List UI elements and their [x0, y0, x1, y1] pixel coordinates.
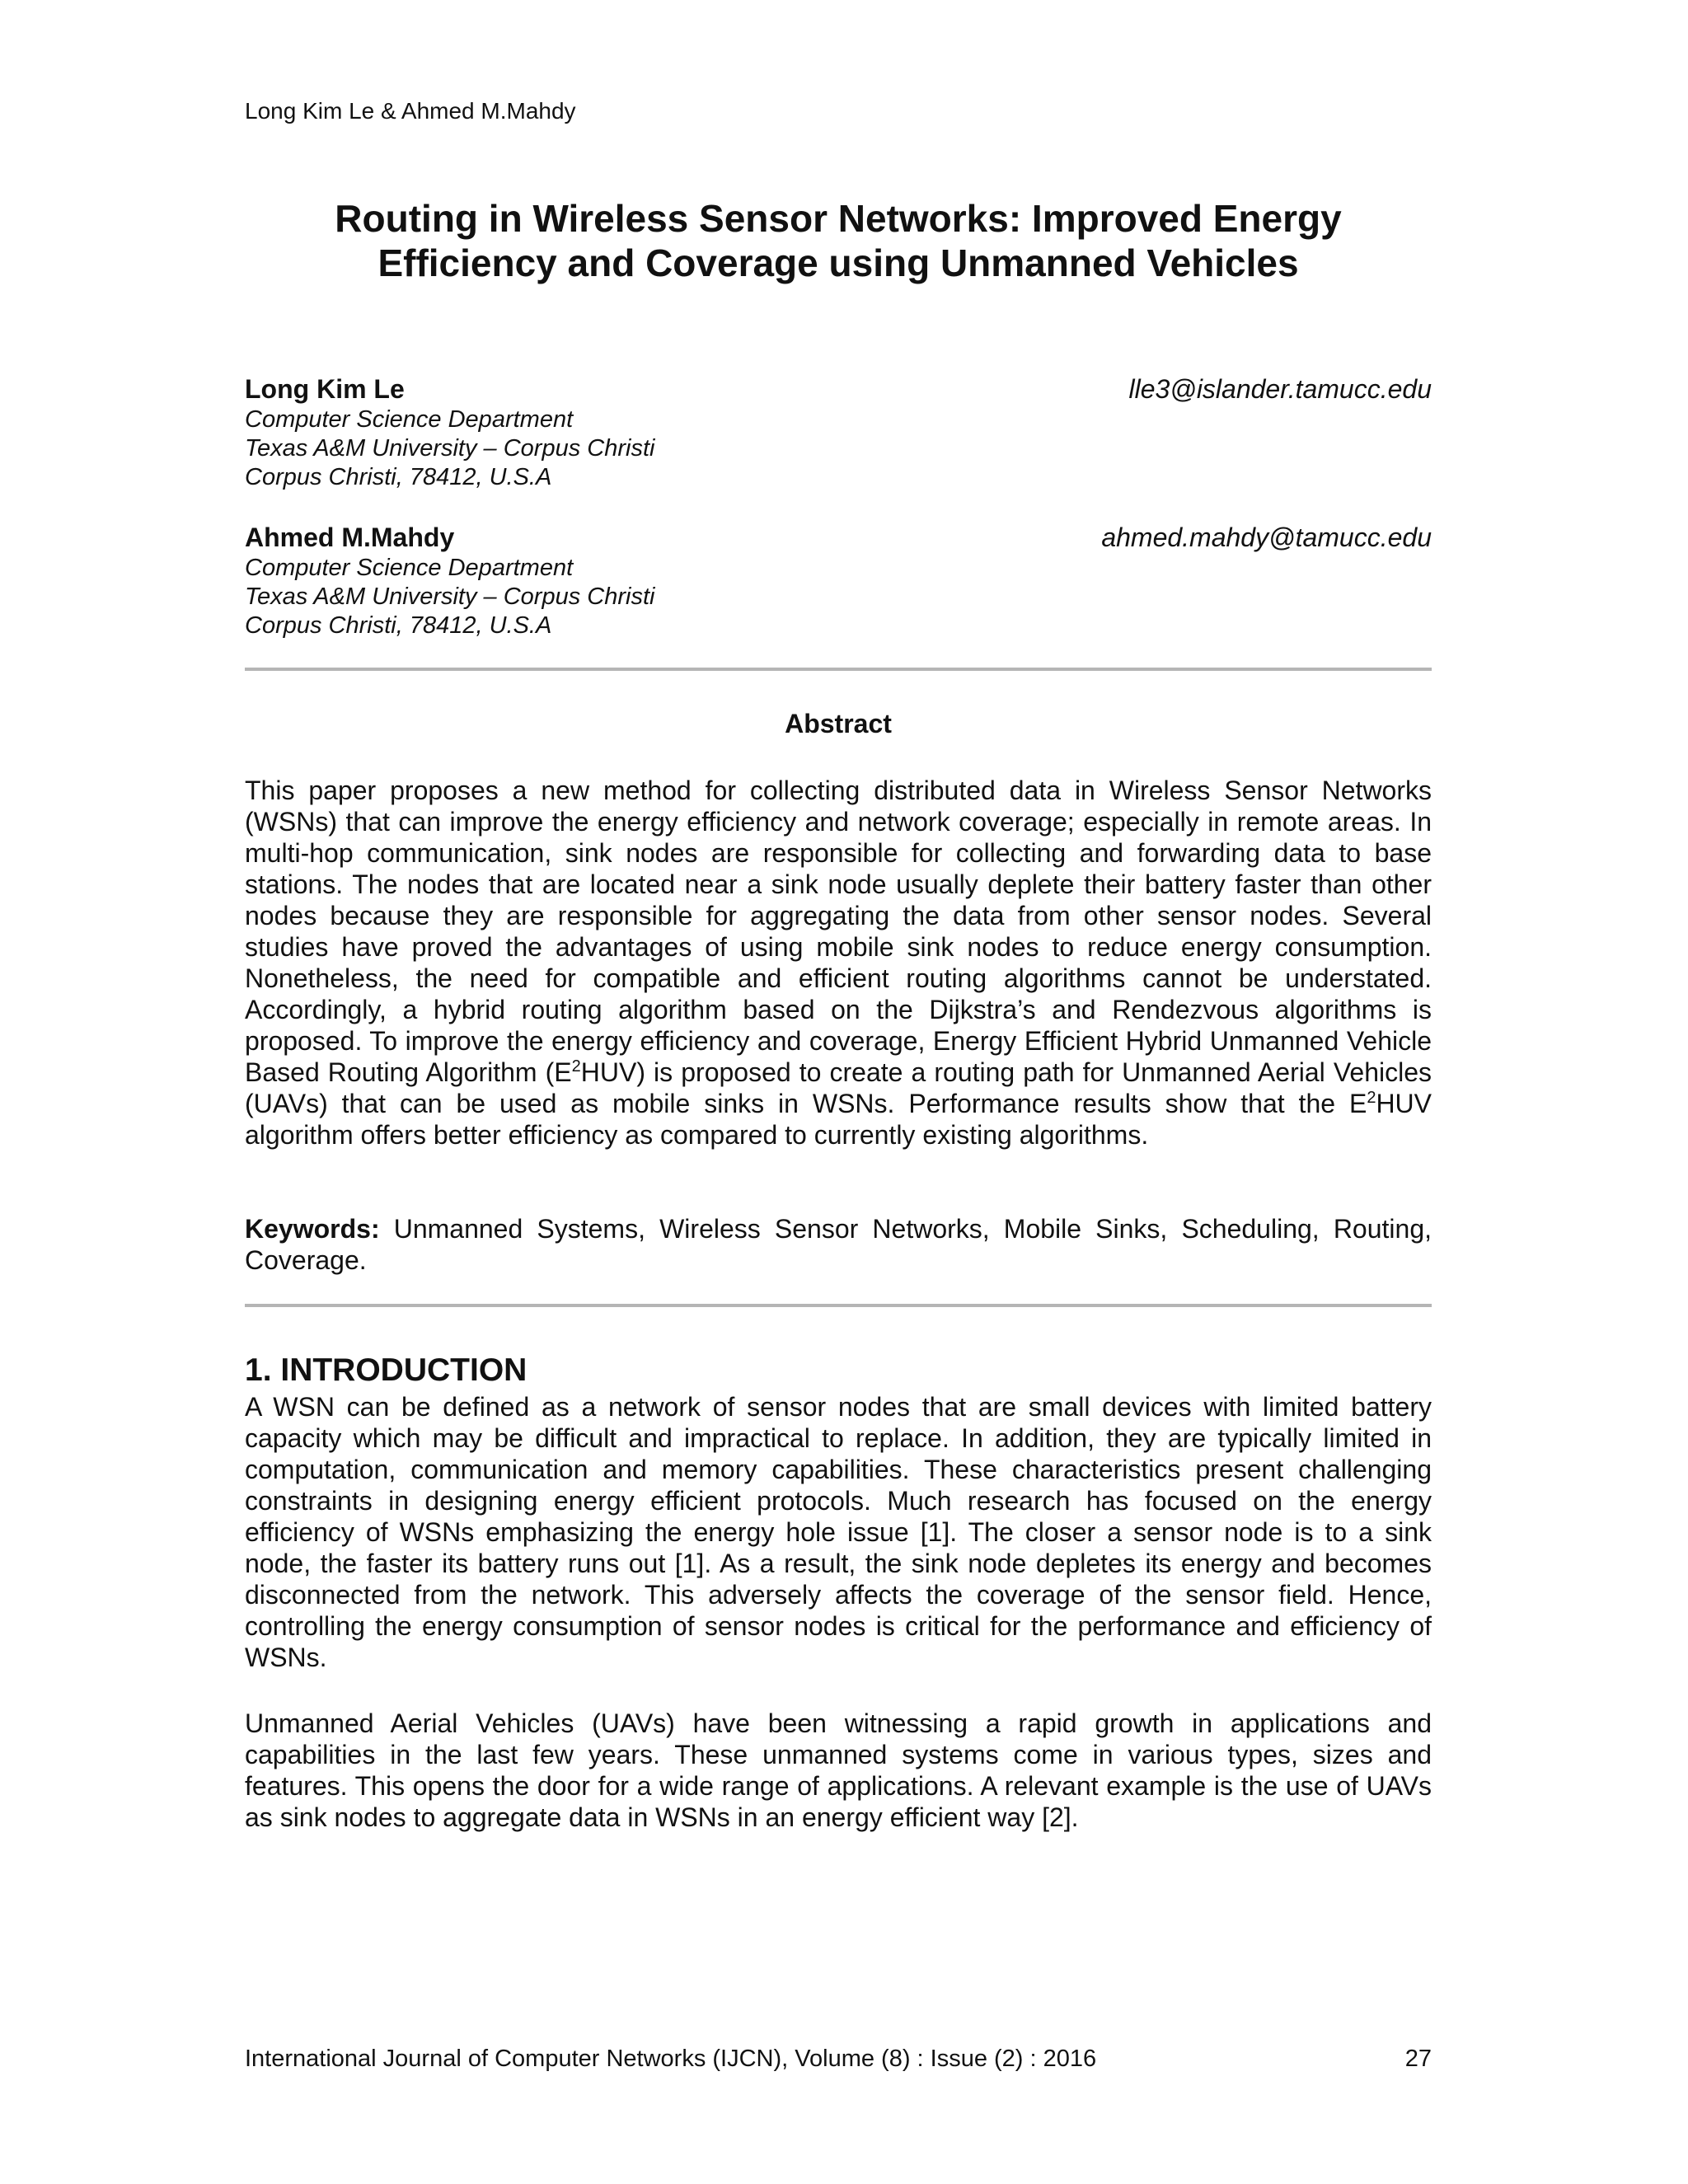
author-address: Corpus Christi, 78412, U.S.A: [245, 612, 552, 639]
title-line-1: Routing in Wireless Sensor Networks: Improved Energy: [335, 197, 1342, 240]
author-university: Texas A&M University – Corpus Christi: [245, 583, 655, 610]
author-address: Corpus Christi, 78412, U.S.A: [245, 464, 552, 490]
section-divider: [245, 1304, 1432, 1307]
abstract-heading: Abstract: [785, 709, 892, 738]
paper-title: [245, 196, 1432, 285]
author-email: lle3@islander.tamucc.edu: [1128, 374, 1432, 404]
introduction-paragraph-2: Unmanned Aerial Vehicles (UAVs) have been witnessing a rapid growth in applications and capabilities in the last few years. These unmanned systems come in various types, sizes and features. This opens the door for a wide range of applications. A relevant example is the use of UAVs as sink nodes to aggregate data in WSNs in an energy efficient way [2].: [245, 1708, 1432, 1832]
abstract-text-part: HUV) is proposed to create a routing path for Unmanned Aerial Vehicles (UAVs) that can be used as mobile sinks in WSNs. Performance results show that the E: [245, 1057, 1432, 1118]
superscript: 2: [571, 1057, 581, 1076]
introduction-paragraph-1: A WSN can be defined as a network of sensor nodes that are small devices with limited battery capacity which may be difficult and impractical to replace. In addition, they are typically limited in computation, communication and memory capabilities. These characteristics present challenging constraints in designing energy efficient protocols. Much research has focused on the energy efficiency of WSNs emphasizing the energy hole issue [1]. The closer a sensor node is to a sink node, the faster its battery runs out [1]. As a result, the sink node depletes its energy and becomes disconnected from the network. This adversely affects the coverage of the sensor field. Hence, controlling the energy consumption of sensor nodes is critical for the performance and efficiency of WSNs.: [245, 1392, 1432, 1672]
author-block-1: [245, 373, 1432, 492]
section-heading-introduction: 1. INTRODUCTION: [245, 1352, 528, 1388]
keywords: [245, 1213, 1432, 1276]
journal-citation: International Journal of Computer Networks (IJCN), Volume (8) : Issue (2) : 2016: [245, 2046, 1097, 2072]
author-department: Computer Science Department: [245, 555, 574, 581]
keywords-label: Keywords:: [245, 1214, 380, 1244]
page-number: 27: [1404, 2046, 1432, 2072]
author-name: Long Kim Le: [245, 374, 405, 404]
abstract-text-part: HUV algorithm offers better efficiency as compared to currently existing algorithms.: [245, 1089, 1432, 1150]
author-name: Ahmed M.Mahdy: [245, 523, 455, 552]
author-email: ahmed.mahdy@tamucc.edu: [1101, 523, 1432, 552]
section-divider: [245, 668, 1432, 671]
abstract-text-part: This paper proposes a new method for collecting distributed data in Wireless Sensor Networks (WSNs) that can improve the energy efficiency and network coverage; especially in remote areas. In multi-hop communication, sink nodes are responsible for collecting and forwarding data to base stations. The nodes that are located near a sink node usually deplete their battery faster than other nodes because they are responsible for aggregating the data from other sensor nodes. Several studies have proved the advantages of using mobile sink nodes to reduce energy consumption. Nonetheless, the need for compatible and efficient routing algorithms cannot be understated. Accordingly, a hybrid routing algorithm based on the Dijkstra’s and Rendezvous algorithms is proposed. To improve the energy efficiency and coverage, Energy Efficient Hybrid Unmanned Vehicle Based Routing Algorithm (E: [245, 776, 1432, 1087]
page-footer: [245, 2044, 1432, 2074]
superscript: 2: [1367, 1089, 1376, 1107]
title-line-2: Efficiency and Coverage using Unmanned Vehicles: [377, 241, 1299, 284]
author-university: Texas A&M University – Corpus Christi: [245, 435, 655, 462]
running-head: Long Kim Le & Ahmed M.Mahdy: [245, 98, 576, 124]
author-department: Computer Science Department: [245, 406, 574, 433]
abstract-text: [245, 775, 1432, 1151]
author-block-2: [245, 521, 1432, 640]
keywords-text: Unmanned Systems, Wireless Sensor Networks, Mobile Sinks, Scheduling, Routing, Coverage.: [245, 1214, 1432, 1275]
